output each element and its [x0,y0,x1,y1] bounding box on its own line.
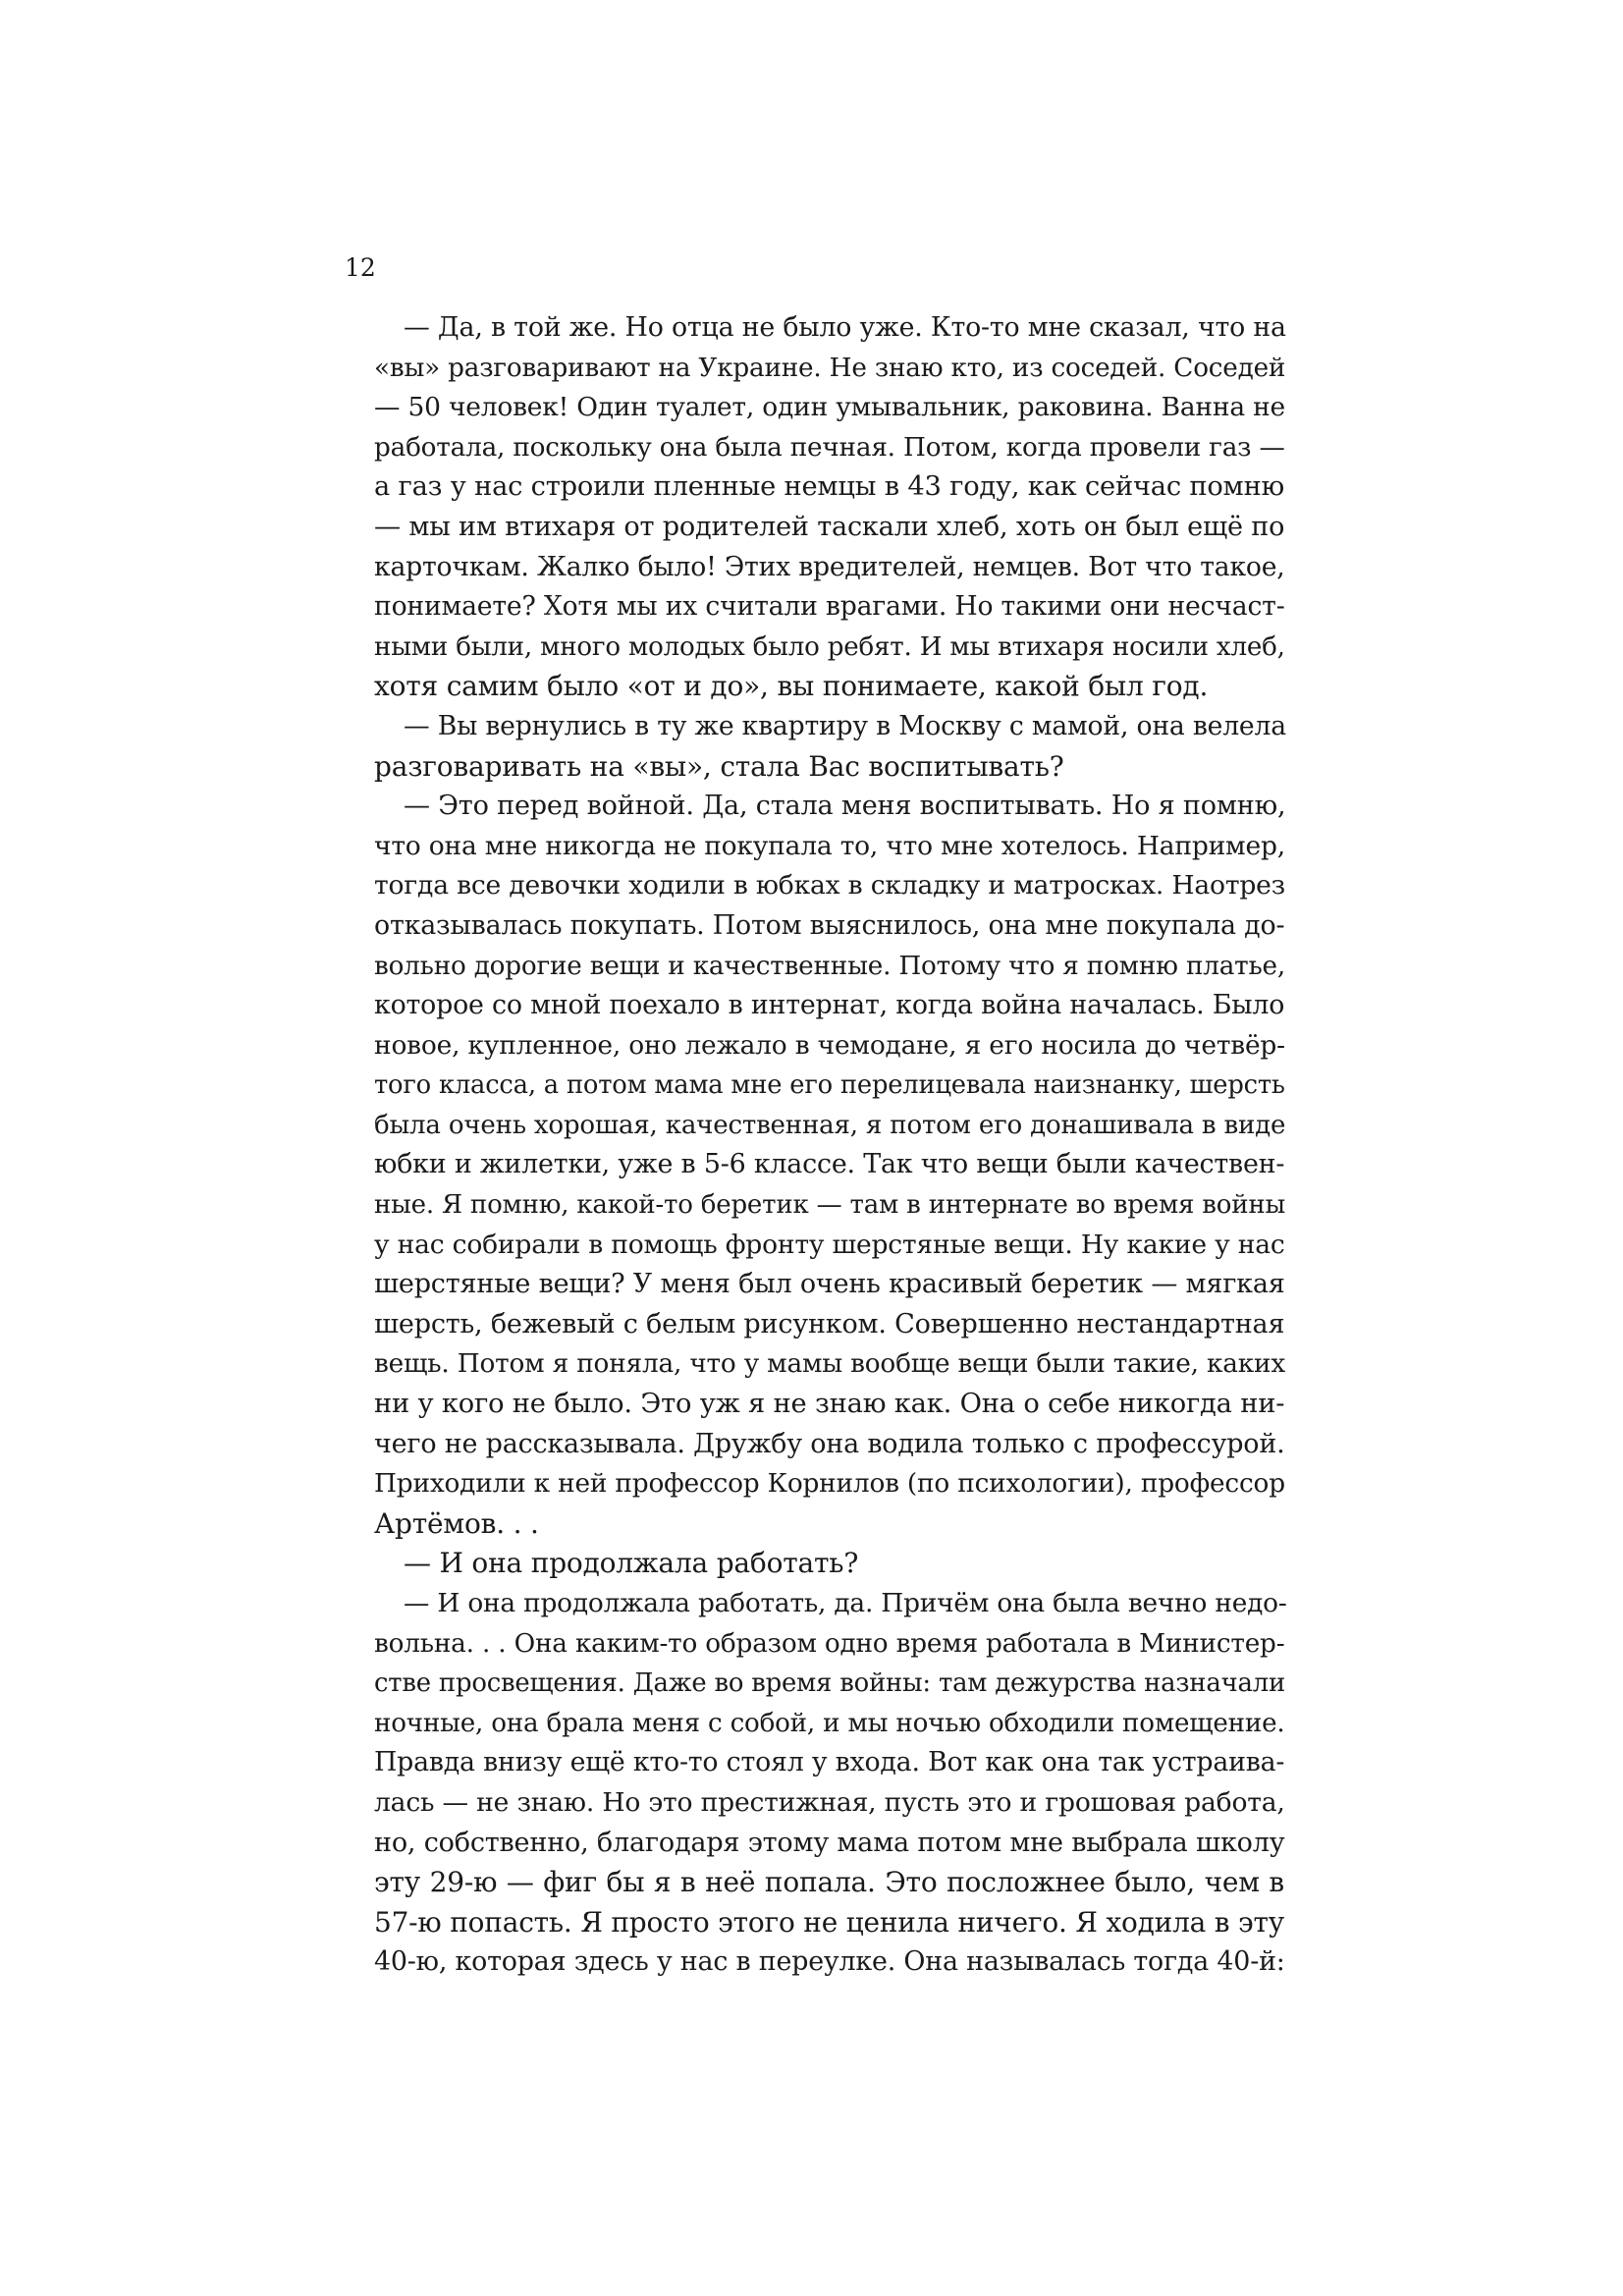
text-line: отказывалась покупать. Потом выяснилось, она мне покупала до- [374,909,1285,941]
text-line: юбки и жилетки, уже в 5-6 классе. Так что вещи были качествен- [374,1149,1285,1180]
text-line: у нас собирали в помощь фронту шерстяные вещи. Ну какие у нас [374,1229,1285,1260]
text-line: — 50 человек! Один туалет, один умывальник, раковина. Ванна не [374,392,1286,423]
text-line: ночные, она брала меня с собой, и мы ночью обходили помещение. [374,1708,1285,1738]
text-line: шерстяные вещи? У меня был очень красивый беретик — мягкая [374,1269,1285,1300]
text-line: — И она продолжала работать? [404,1547,859,1580]
text-line: что она мне никогда не покупала то, что мне хотелось. Например, [374,830,1285,861]
text-line: а газ у нас строили пленные немцы в 43 году, как сейчас помню [374,471,1285,503]
text-line: которое со мной поехало в интернат, когда война началась. Было [374,990,1285,1021]
text-line: Правда внизу ещё кто-то стоял у входа. Вот как она так устраива- [374,1747,1285,1778]
text-line: — мы им втихаря от родителей таскали хлеб, хоть он был ещё по [374,511,1285,542]
text-line: вещь. Потом я поняла, что у мамы вообще вещи были такие, каких [374,1349,1285,1380]
text-line: — Это перед войной. Да, стала меня воспитывать. Но я помню, [404,791,1286,822]
text-line: работала, поскольку она была печная. Потом, когда провели газ — [374,432,1285,463]
paragraph [345,1584,1287,1983]
text-line: ни у кого не было. Это уж я не знаю как. Она о себе никогда ни- [374,1389,1285,1420]
text-line: лась — не знаю. Но это престижная, пусть это и грошовая работа, [374,1786,1285,1818]
text-line: новое, купленное, оно лежало в чемодане, я его носила до четвёр- [374,1029,1285,1061]
text-line: — И она продолжала работать, да. Причём она была вечно недо- [404,1589,1287,1618]
text-line: Приходили к ней профессор Корнилов (по психологии), профессор [374,1469,1285,1500]
text-line: чего не рассказывала. Дружбу она водила только с профессурой. [374,1428,1285,1459]
text-line: эту 29-ю — фиг бы я в неё попала. Это посложнее было, чем в [374,1866,1284,1899]
text-line: хотя самим было «от и до», вы понимаете, какой был год. [374,670,1209,703]
text-line: вольна. . . Она каким-то образом одно время работала в Министер- [374,1628,1285,1659]
body-text [345,308,1287,1983]
text-line: разговаривать на «вы», стала Вас воспитывать? [374,749,1064,783]
text-line: шерсть, бежевый с белым рисунком. Совершенно нестандартная [374,1308,1285,1339]
text-line: стве просвещения. Даже во время войны: там дежурства назначали [374,1668,1285,1699]
text-line: «вы» разговаривают на Украине. Не знаю кто, из соседей. Соседей [374,353,1286,383]
paragraph [345,787,1284,1544]
text-line: но, собственно, благодаря этому мама потом мне выбрала школу [374,1827,1285,1858]
text-line: тогда все девочки ходили в юбках в складку и матросках. Наотрез [374,870,1285,902]
text-line: — Да, в той же. Но отца не было уже. Кто-то мне сказал, что на [404,312,1286,343]
text-line: понимаете? Хотя мы их считали врагами. Но такими они несчаст- [374,591,1285,623]
text-line: ными были, много молодых было ребят. И мы втихаря носили хлеб, [374,631,1285,662]
paragraph [345,308,1284,707]
text-line: того класса, а потом мама мне его перелицевала наизнанку, шерсть [374,1070,1285,1101]
text-line: — Вы вернулись в ту же квартиру в Москву с мамой, она велела [404,710,1286,741]
text-line: Артёмов. . . [374,1506,539,1540]
page-number: 12 [345,253,376,282]
text-line: 57-ю попасть. Я просто этого не ценила ничего. Я ходила в эту [374,1905,1284,1939]
paragraph [345,707,1284,787]
text-line: 40-ю, которая здесь у нас в переулке. Она называлась тогда 40-й: [374,1946,1285,1978]
paragraph [345,1544,1284,1584]
text-line: была очень хорошая, качественная, я потом его донашивала в виде [374,1110,1286,1140]
text-line: вольно дорогие вещи и качественные. Потому что я помню платье, [374,951,1286,981]
text-line: ные. Я помню, какой-то беретик — там в интернате во время войны [374,1190,1286,1221]
text-line: карточкам. Жалко было! Этих вредителей, немцев. Вот что такое, [374,551,1285,582]
